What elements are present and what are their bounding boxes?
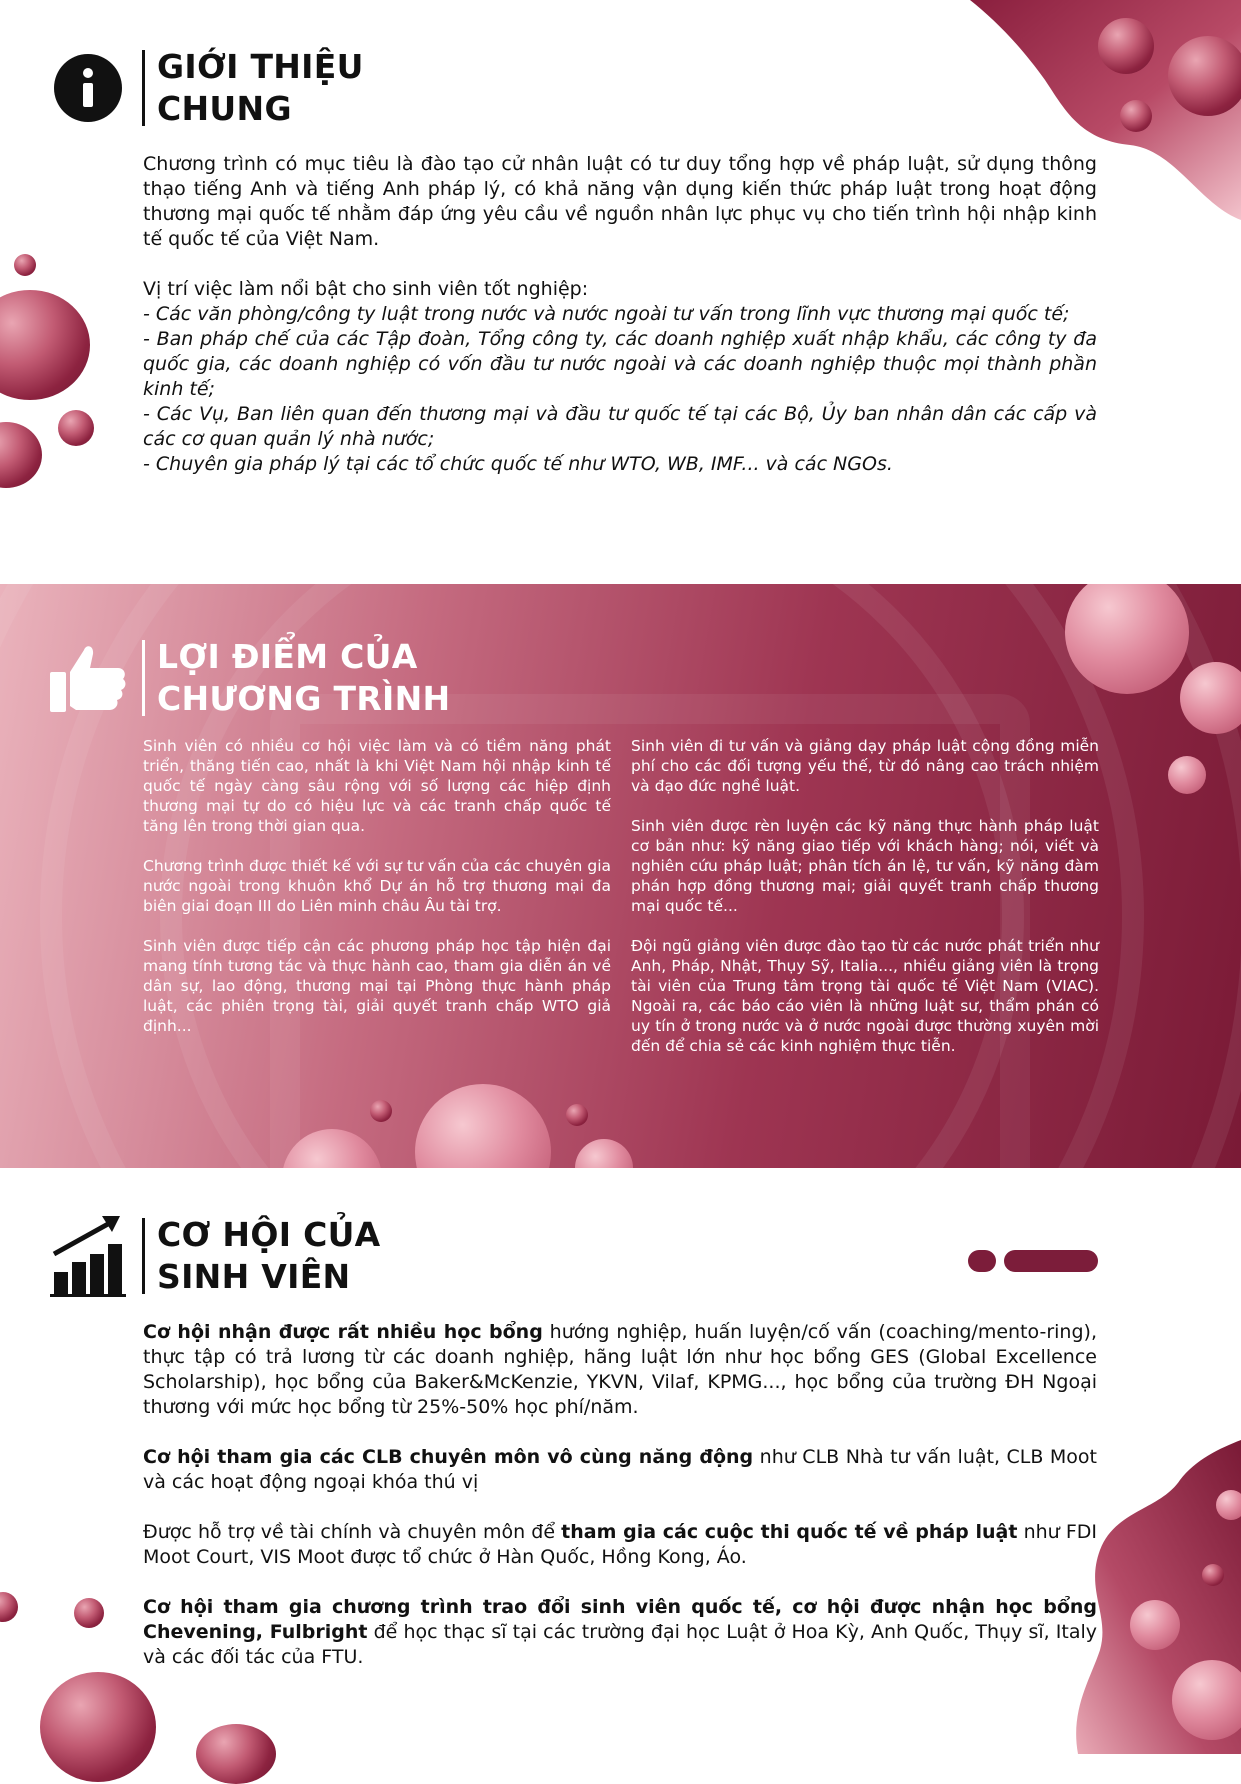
job-item: - Chuyên gia pháp lý tại các tổ chức quốc tế như WTO, WB, IMF... và các NGOs. [143,453,893,475]
benefit-item: Sinh viên đi tư vấn và giảng dạy pháp luật cộng đồng miễn phí cho các đối tượng yếu thế, từ đó nâng cao trách nhiệm và đạo đức nghề luật. [631,737,1099,795]
heading-divider [142,50,145,126]
opportunity-highlight: Cơ hội nhận được rất nhiều học bổng [143,1321,543,1343]
opportunity-text: hướng nghiệp, huấn luyện/cố vấn (coaching/mento-ring), thực tập có trả lương từ các doanh nghiệp, hãng luật lớn như học bổng GES (Global Excellence Scholarship), học bổng của Baker&McKenzie, YKVN, Vilaf, KPMG..., học bổng của trường ĐH Ngoại thương với mức học bổng từ 25%-50% học phí/năm. [143,1321,1097,1418]
thumbs-up-icon [44,634,132,722]
decorative-bubble [1168,756,1206,794]
benefit-item: Sinh viên có nhiều cơ hội việc làm và có tiềm năng phát triển, thăng tiến cao, nhất là khi Việt Nam hội nhập kinh tế quốc tế ngày càng sâu rộng với số lượng các hiệp định thương mại tự do có hiệu lực và các tranh chấp quốc tế tăng lên trong thời gian qua. [143,737,611,835]
growth-chart-icon [44,1212,132,1300]
decorative-bubble [1130,1600,1180,1650]
decorative-bubble [40,1672,156,1782]
decorative-bubble [1202,1564,1224,1586]
benefits-right-column [631,736,1099,1076]
intro-body [143,152,1097,477]
benefit-item: Sinh viên được tiếp cận các phương pháp học tập hiện đại mang tính tương tác và thực hành cao, tham gia diễn án về dân sự, lao động, thương mại tại Phòng thực hành pháp luật, các phiên trọng tài, giải quyết tranh chấp WTO giả định... [143,937,611,1035]
decorative-bubble [14,254,36,276]
decorative-pill [968,1250,996,1272]
benefit-item: Chương trình được thiết kế với sự tư vấn của các chuyên gia nước ngoài trong khuôn khổ Dự án hỗ trợ thương mại đa biên giai đoạn III do Liên minh châu Âu tài trợ. [143,857,611,915]
section-opportunities-heading [44,1212,381,1300]
benefit-item: Sinh viên được rèn luyện các kỹ năng thực hành pháp luật cơ bản như: kỹ năng giao tiếp với khách hàng; nói, viết và nghiên cứu pháp luật; phân tích án lệ, tư vấn, kỹ năng đàm phán hợp đồng thương mại; giải quyết tranh chấp thương mại quốc tế... [631,817,1099,915]
title-line: CHƯƠNG TRÌNH [157,679,451,718]
opportunity-highlight: tham gia các cuộc thi quốc tế về pháp luật [561,1521,1018,1543]
decorative-bubble [0,1592,18,1622]
decorative-bubble [74,1598,104,1628]
decorative-bubble [1120,100,1152,132]
heading-divider [142,1218,145,1294]
info-icon [44,44,132,132]
section-intro-heading [44,44,364,132]
title-line: GIỚI THIỆU [157,47,364,86]
benefits-left-column [143,736,611,1056]
job-item: - Các văn phòng/công ty luật trong nước và nước ngoài tư vấn trong lĩnh vực thương mại quốc tế; [143,303,1070,325]
title-line: CƠ HỘI CỦA [157,1215,381,1254]
section-title [157,46,364,130]
section-benefits-heading [44,634,450,722]
decorative-bubble [0,422,42,488]
benefit-item: Đội ngũ giảng viên được đào tạo từ các nước phát triển như Anh, Pháp, Nhật, Thụy Sỹ, Italia..., nhiều giảng viên là trọng tài viên của Trung tâm trọng tài quốc tế Việt Nam (VIAC). Ngoài ra, các báo cáo viên là những luật sư, thẩm phán có uy tín ở trong nước và ở nước ngoài được thường xuyên mời đến để chia sẻ các kinh nghiệm thực tiễn. [631,937,1099,1055]
title-line: SINH VIÊN [157,1257,351,1296]
opportunity-item [143,1445,1097,1495]
opportunity-highlight: Cơ hội tham gia các CLB chuyên môn vô cùng năng động [143,1446,754,1468]
job-item: - Các Vụ, Ban liên quan đến thương mại và đầu tư quốc tế tại các Bộ, Ủy ban nhân dân các cấp và các cơ quan quản lý nhà nước; [143,403,1097,450]
section-title [157,1214,381,1298]
opportunity-text: như CLB Nhà tư vấn luật, CLB Moot và các hoạt động ngoại khóa thú vị [143,1446,1097,1493]
job-item: - Ban pháp chế của các Tập đoàn, Tổng công ty, các doanh nghiệp xuất nhập khẩu, các công ty đa quốc gia, các doanh nghiệp có vốn đầu tư nước ngoài và các doanh nghiệp thuộc mọi thành phần kinh tế; [143,328,1097,400]
decorative-bubble [370,1100,392,1122]
heading-divider [142,640,145,716]
decorative-pill [1004,1250,1098,1272]
decorative-bubble [58,410,94,446]
opportunity-item [143,1595,1097,1670]
decorative-bubble [566,1104,588,1126]
opportunity-item [143,1320,1097,1420]
decorative-bubble [0,290,90,400]
intro-paragraph: Chương trình có mục tiêu là đào tạo cử nhân luật có tư duy tổng hợp về pháp luật, sử dụng thông thạo tiếng Anh và tiếng Anh pháp lý, có khả năng vận dụng kiến thức pháp luật trong hoạt động thương mại quốc tế nhằm đáp ứng yêu cầu về nguồn nhân lực phục vụ cho tiến trình hội nhập kinh tế quốc tế của Việt Nam. [143,153,1097,250]
opportunity-text: Được hỗ trợ về tài chính và chuyên môn để [143,1521,562,1543]
jobs-heading: Vị trí việc làm nổi bật cho sinh viên tốt nghiệp: [143,278,589,300]
section-title [157,636,450,720]
title-line: LỢI ĐIỂM CỦA [157,637,418,676]
benefits-band [0,584,1241,1168]
decorative-bubble [1216,1490,1241,1520]
decorative-bubble [196,1724,276,1784]
opportunity-text: để học thạc sĩ tại các trường đại học Luật ở Hoa Kỳ, Anh Quốc, Thụy sĩ, Italy và các đối tác của FTU. [143,1621,1097,1668]
opportunities-body [143,1320,1097,1695]
opportunity-item [143,1520,1097,1570]
decorative-bubble [1168,36,1241,116]
title-line: CHUNG [157,89,292,128]
decorative-bubble [1098,18,1154,74]
opportunity-highlight: Cơ hội tham gia chương trình trao đổi sinh viên quốc tế, cơ hội được nhận học bổng Chevening, Fulbright [143,1596,1097,1643]
opportunity-text: như FDI Moot Court, VIS Moot được tổ chức ở Hàn Quốc, Hồng Kong, Áo. [143,1521,1097,1568]
